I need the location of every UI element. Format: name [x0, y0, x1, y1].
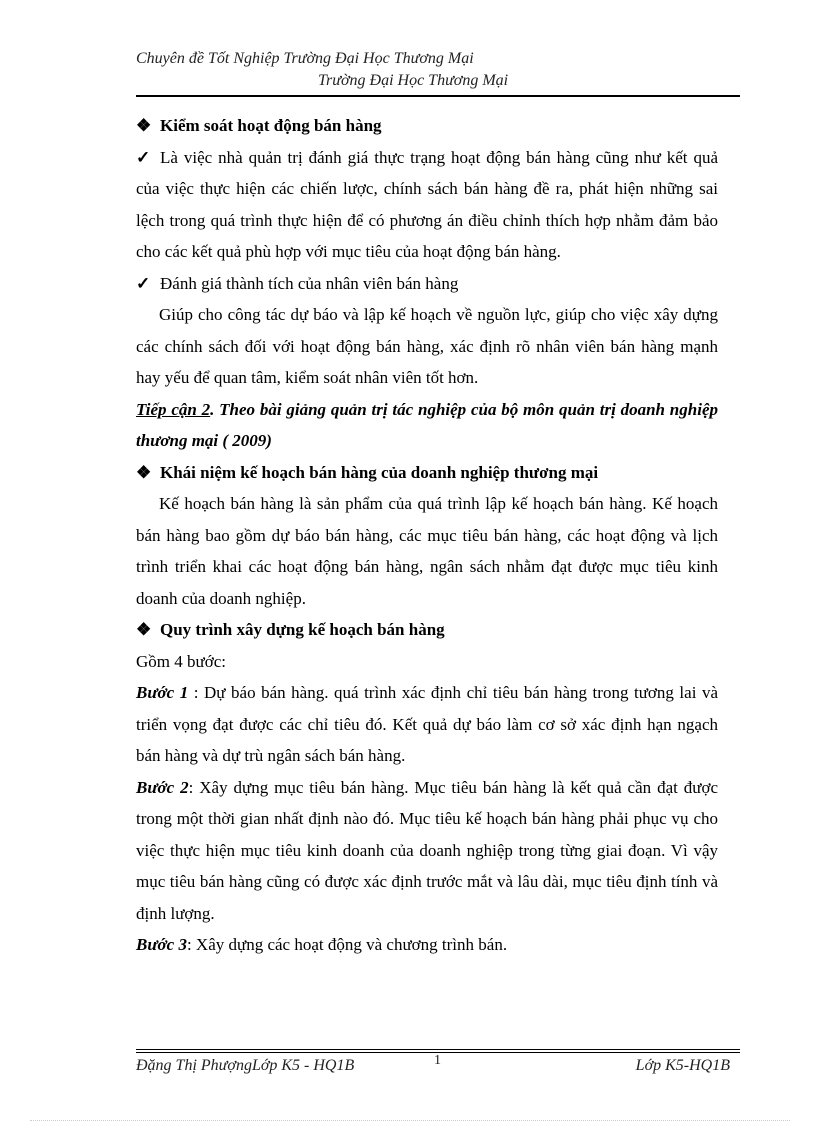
footer-class: Lớp K5-HQ1B: [635, 1057, 730, 1074]
check-bullet-icon: ✓: [136, 273, 151, 293]
diamond-bullet-icon: ❖: [136, 116, 152, 135]
header-line-2: Trường Đại Học Thương Mại: [318, 72, 509, 89]
paragraph-staff-evaluation: ✓ Đánh giá thành tích của nhân viên bán hàng: [136, 268, 718, 300]
page-bottom-edge: [30, 1120, 790, 1121]
step-1-label: Bước 1: [136, 683, 189, 702]
paragraph-sales-plan-definition: Kế hoạch bán hàng là sản phẩm của quá trình lập kế hoạch bán hàng. Kế hoạch bán hàng bao gồm dự báo bán hàng, các mục tiêu bán hàng, các hoạt động và lịch trình triển khai các hoạt động bán hàng, ngân sách nhằm đạt được mục tiêu kinh doanh của doanh nghiệp.: [136, 494, 718, 608]
step-2-label: Bước 2: [136, 777, 189, 797]
step-3-label: Bước 3: [136, 935, 187, 954]
document-body: [136, 110, 718, 961]
check-bullet-icon: ✓: [136, 147, 151, 167]
footer-divider: [136, 1049, 740, 1050]
diamond-bullet-icon: ❖: [136, 620, 152, 639]
page-footer: [136, 1055, 740, 1079]
heading-sales-plan-concept: ❖ Khái niệm kế hoạch bán hàng của doanh nghiệp thương mại: [136, 457, 718, 489]
paragraph-step-1: Bước 1 : Dự báo bán hàng. quá trình xác định chỉ tiêu bán hàng trong tương lai và triển vọng đạt được các chỉ tiêu đó. Kết quả dự báo làm cơ sở xác định hạn ngạch bán hàng và dự trù ngân sách bán hàng.: [136, 683, 718, 765]
paragraph-step-3: Bước 3: Xây dựng các hoạt động và chương trình bán.: [136, 935, 508, 954]
diamond-bullet-icon: ❖: [136, 462, 152, 482]
paragraph-step-2: Bước 2: Xây dựng mục tiêu bán hàng. Mục tiêu bán hàng là kết quả cần đạt được trong một thời gian nhất định nào đó. Mục tiêu kế hoạch bán hàng phải phục vụ cho việc thực hiện mục tiêu kinh doanh của doanh nghiệp trong từng giai đoạn. Vì vậy mục tiêu bán hàng cũng có được xác định trước mắt và lâu dài, mục tiêu định tính và định lượng.: [136, 777, 718, 923]
heading-sales-plan-process: ❖ Quy trình xây dựng kế hoạch bán hàng: [136, 614, 718, 646]
header-line-1: Chuyên đề Tốt Nghiệp Trường Đại Học Thương Mại: [136, 50, 474, 67]
approach-label: Tiếp cận 2: [136, 399, 211, 419]
footer-author: Đặng Thị PhượngLớp K5 - HQ1B: [136, 1057, 355, 1074]
paragraph-evaluation-purpose: Giúp cho công tác dự báo và lập kế hoạch về nguồn lực, giúp cho việc xây dựng các chính sách đối với hoạt động bán hàng, xác định rõ nhân viên bán hàng mạnh hay yếu để quan tâm, kiểm soát nhân viên tốt hơn.: [136, 305, 718, 387]
heading-approach-2: [136, 394, 718, 457]
heading-sales-control: ❖ Kiểm soát hoạt động bán hàng: [136, 110, 718, 142]
page-number: 1: [434, 1053, 441, 1068]
paragraph-control-definition: ✓ Là việc nhà quản trị đánh giá thực trạng hoạt động bán hàng cũng như kết quả của việc thực hiện các chiến lược, chính sách bán hàng đề ra, phát hiện những sai lệch trong quá trình thực hiện để có phương án điều chỉnh thích hợp nhằm đảm bảo cho các kết quả phù hợp với mục tiêu của hoạt động bán hàng.: [136, 142, 718, 268]
paragraph-four-steps: Gồm 4 bước:: [136, 651, 226, 671]
page-header: [136, 48, 740, 96]
header-divider: [136, 95, 740, 97]
approach-text: . Theo bài giảng quản trị tác nghiệp của bộ môn quản trị doanh nghiệp thương mại ( 2009): [136, 399, 718, 450]
